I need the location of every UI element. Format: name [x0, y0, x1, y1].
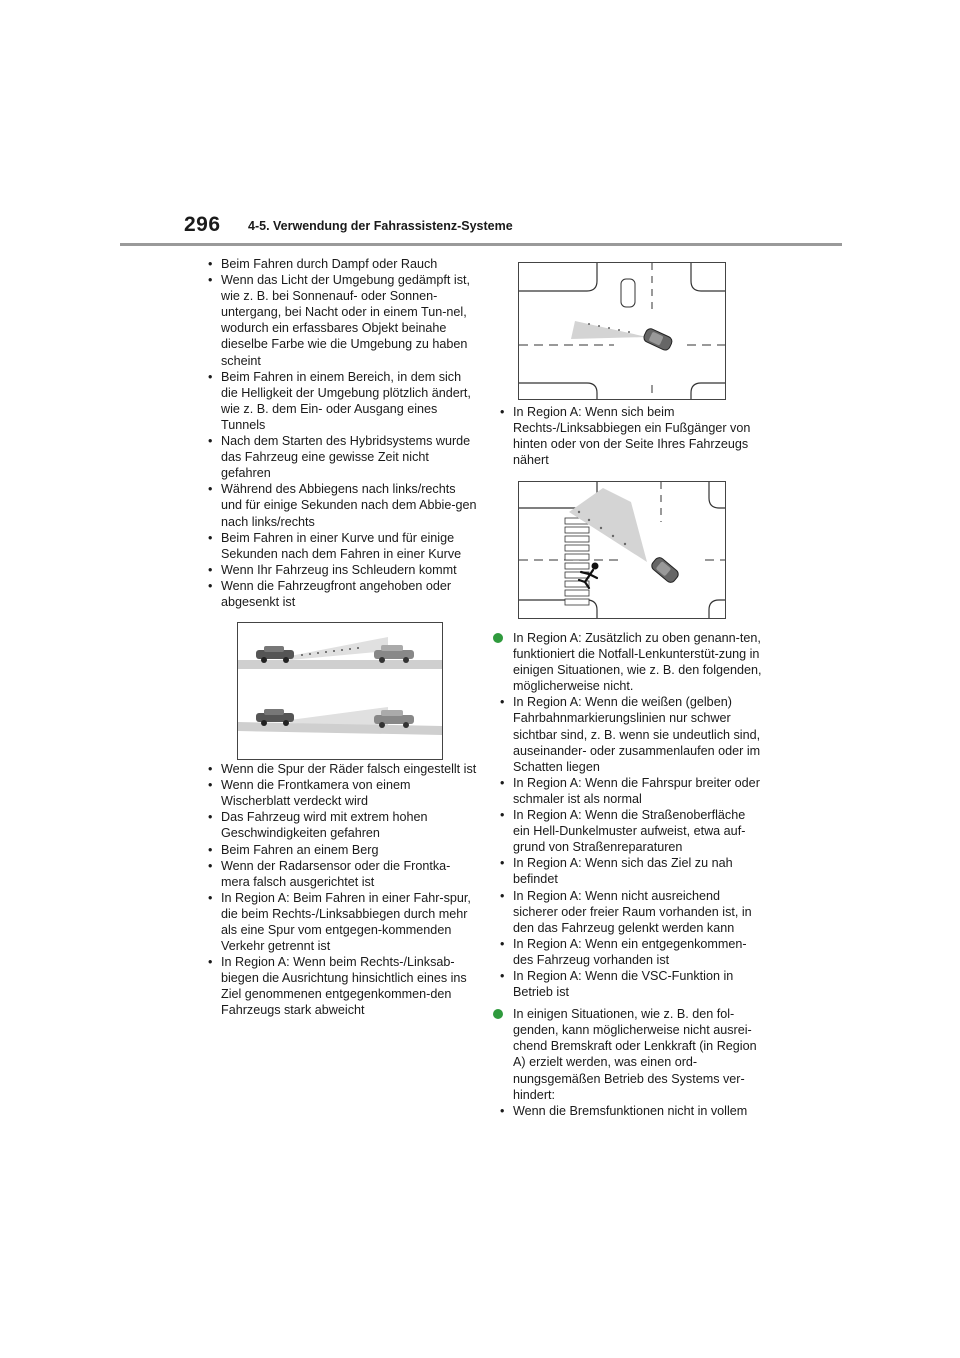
list-item: • Wenn die Frontkamera von einem Wischerblatt verdeckt wird [200, 777, 478, 809]
note-bullet-icon [493, 1009, 503, 1019]
header-rule [120, 243, 842, 246]
pedestrian-turn-illustration [518, 481, 726, 619]
intersection-turn-illustration [518, 262, 726, 400]
list-item: • Während des Abbiegens nach links/rechts und für einige Sekunden nach dem Abbie-gen nach links/rechts [200, 481, 478, 529]
list-item: • Wenn Ihr Fahrzeug ins Schleudern kommt [200, 562, 478, 578]
list-item: • In Region A: Wenn ein entgegenkommen-des Fahrzeug vorhanden ist [492, 936, 762, 968]
note-bullet-icon [493, 633, 503, 643]
list-item: • In Region A: Wenn die VSC-Funktion in Betrieb ist [492, 968, 762, 1000]
section-title: 4-5. Verwendung der Fahrassistenz-Systeme [248, 219, 513, 233]
list-item: • Beim Fahren in einem Bereich, in dem sich die Helligkeit der Umgebung plötzlich ändert, wie z. B. dem Ein- oder Ausgang eines Tunnels [200, 369, 478, 433]
list-item: • In Region A: Wenn sich das Ziel zu nah befindet [492, 855, 762, 887]
brake-limit-list [492, 1103, 762, 1119]
list-item: • In Region A: Wenn sich beim Rechts-/Linksabbiegen ein Fußgänger von hinten oder von der Seite Ihres Fahrzeugs nähert [492, 404, 762, 468]
condition-list-top [200, 256, 478, 610]
list-item: • Wenn der Radarsensor oder die Frontka-mera falsch ausgerichtet ist [200, 858, 478, 890]
list-item: • Wenn das Licht der Umgebung gedämpft ist, wie z. B. bei Sonnenauf- oder Sonnen-untergang, bei Nacht oder in einem Tun-nel, wodurch ein erfassbares Objekt beinahe dieselbe Farbe wie die Umgebung zu haben scheint [200, 272, 478, 369]
note-paragraph: In einigen Situationen, wie z. B. den fol-genden, kann möglicherweise nicht ausrei-chend Bremskraft oder Lenkkraft (in Region A) erzielt werden, was einen ord-nungsgemäßen Betrieb des Systems ver-hindert: [492, 1006, 762, 1103]
sloped-road-illustration [237, 622, 443, 760]
list-item: • In Region A: Wenn die weißen (gelben) Fahrbahnmarkierungslinien nur schwer sichtbar sind, z. B. wenn sie undeutlich sind, auseinander- oder zusammenlaufen oder im Schatten liegen [492, 694, 762, 774]
list-item: • Nach dem Starten des Hybridsystems wurde das Fahrzeug eine gewisse Zeit nicht gefahren [200, 433, 478, 481]
right-column-upper [492, 404, 762, 468]
right-column-lower [492, 624, 762, 1119]
list-item: • Wenn die Bremsfunktionen nicht in vollem [492, 1103, 762, 1119]
list-item: • In Region A: Wenn die Fahrspur breiter oder schmaler ist als normal [492, 775, 762, 807]
list-item: • Beim Fahren an einem Berg [200, 842, 478, 858]
list-item: • In Region A: Beim Fahren in einer Fahr-spur, die beim Rechts-/Linksabbiegen durch mehr als eine Spur vom entgegen-kommenden Verkehr getrennt ist [200, 890, 478, 954]
list-item: • Wenn die Spur der Räder falsch eingestellt ist [200, 761, 478, 777]
page-number: 296 [184, 213, 221, 236]
condition-list-bottom [200, 761, 478, 1019]
list-item: • Das Fahrzeug wird mit extrem hohen Geschwindigkeiten gefahren [200, 809, 478, 841]
list-item: • In Region A: Wenn die Straßenoberfläche ein Hell-Dunkelmuster aufweist, etwa auf-grund von Straßenreparaturen [492, 807, 762, 855]
steering-limit-list [492, 694, 762, 1000]
note-paragraph: In Region A: Zusätzlich zu oben genann-ten, funktioniert die Notfall-Lenkunterstüt-zung in einigen Situationen, wie z. B. den folgenden, möglicherweise nicht. [492, 630, 762, 694]
list-item: • In Region A: Wenn nicht ausreichend sicherer oder freier Raum vorhanden ist, in den das Fahrzeug gelenkt werden kann [492, 888, 762, 936]
list-item: • In Region A: Wenn beim Rechts-/Linksab-biegen die Ausrichtung hinsichtlich eines ins Ziel genommenen entgegenkommen-den Fahrzeugs stark abweicht [200, 954, 478, 1018]
list-item: • Beim Fahren in einer Kurve und für einige Sekunden nach dem Fahren in einer Kurve [200, 530, 478, 562]
list-item: • Beim Fahren durch Dampf oder Rauch [200, 256, 478, 272]
list-item: • Wenn die Fahrzeugfront angehoben oder abgesenkt ist [200, 578, 478, 610]
